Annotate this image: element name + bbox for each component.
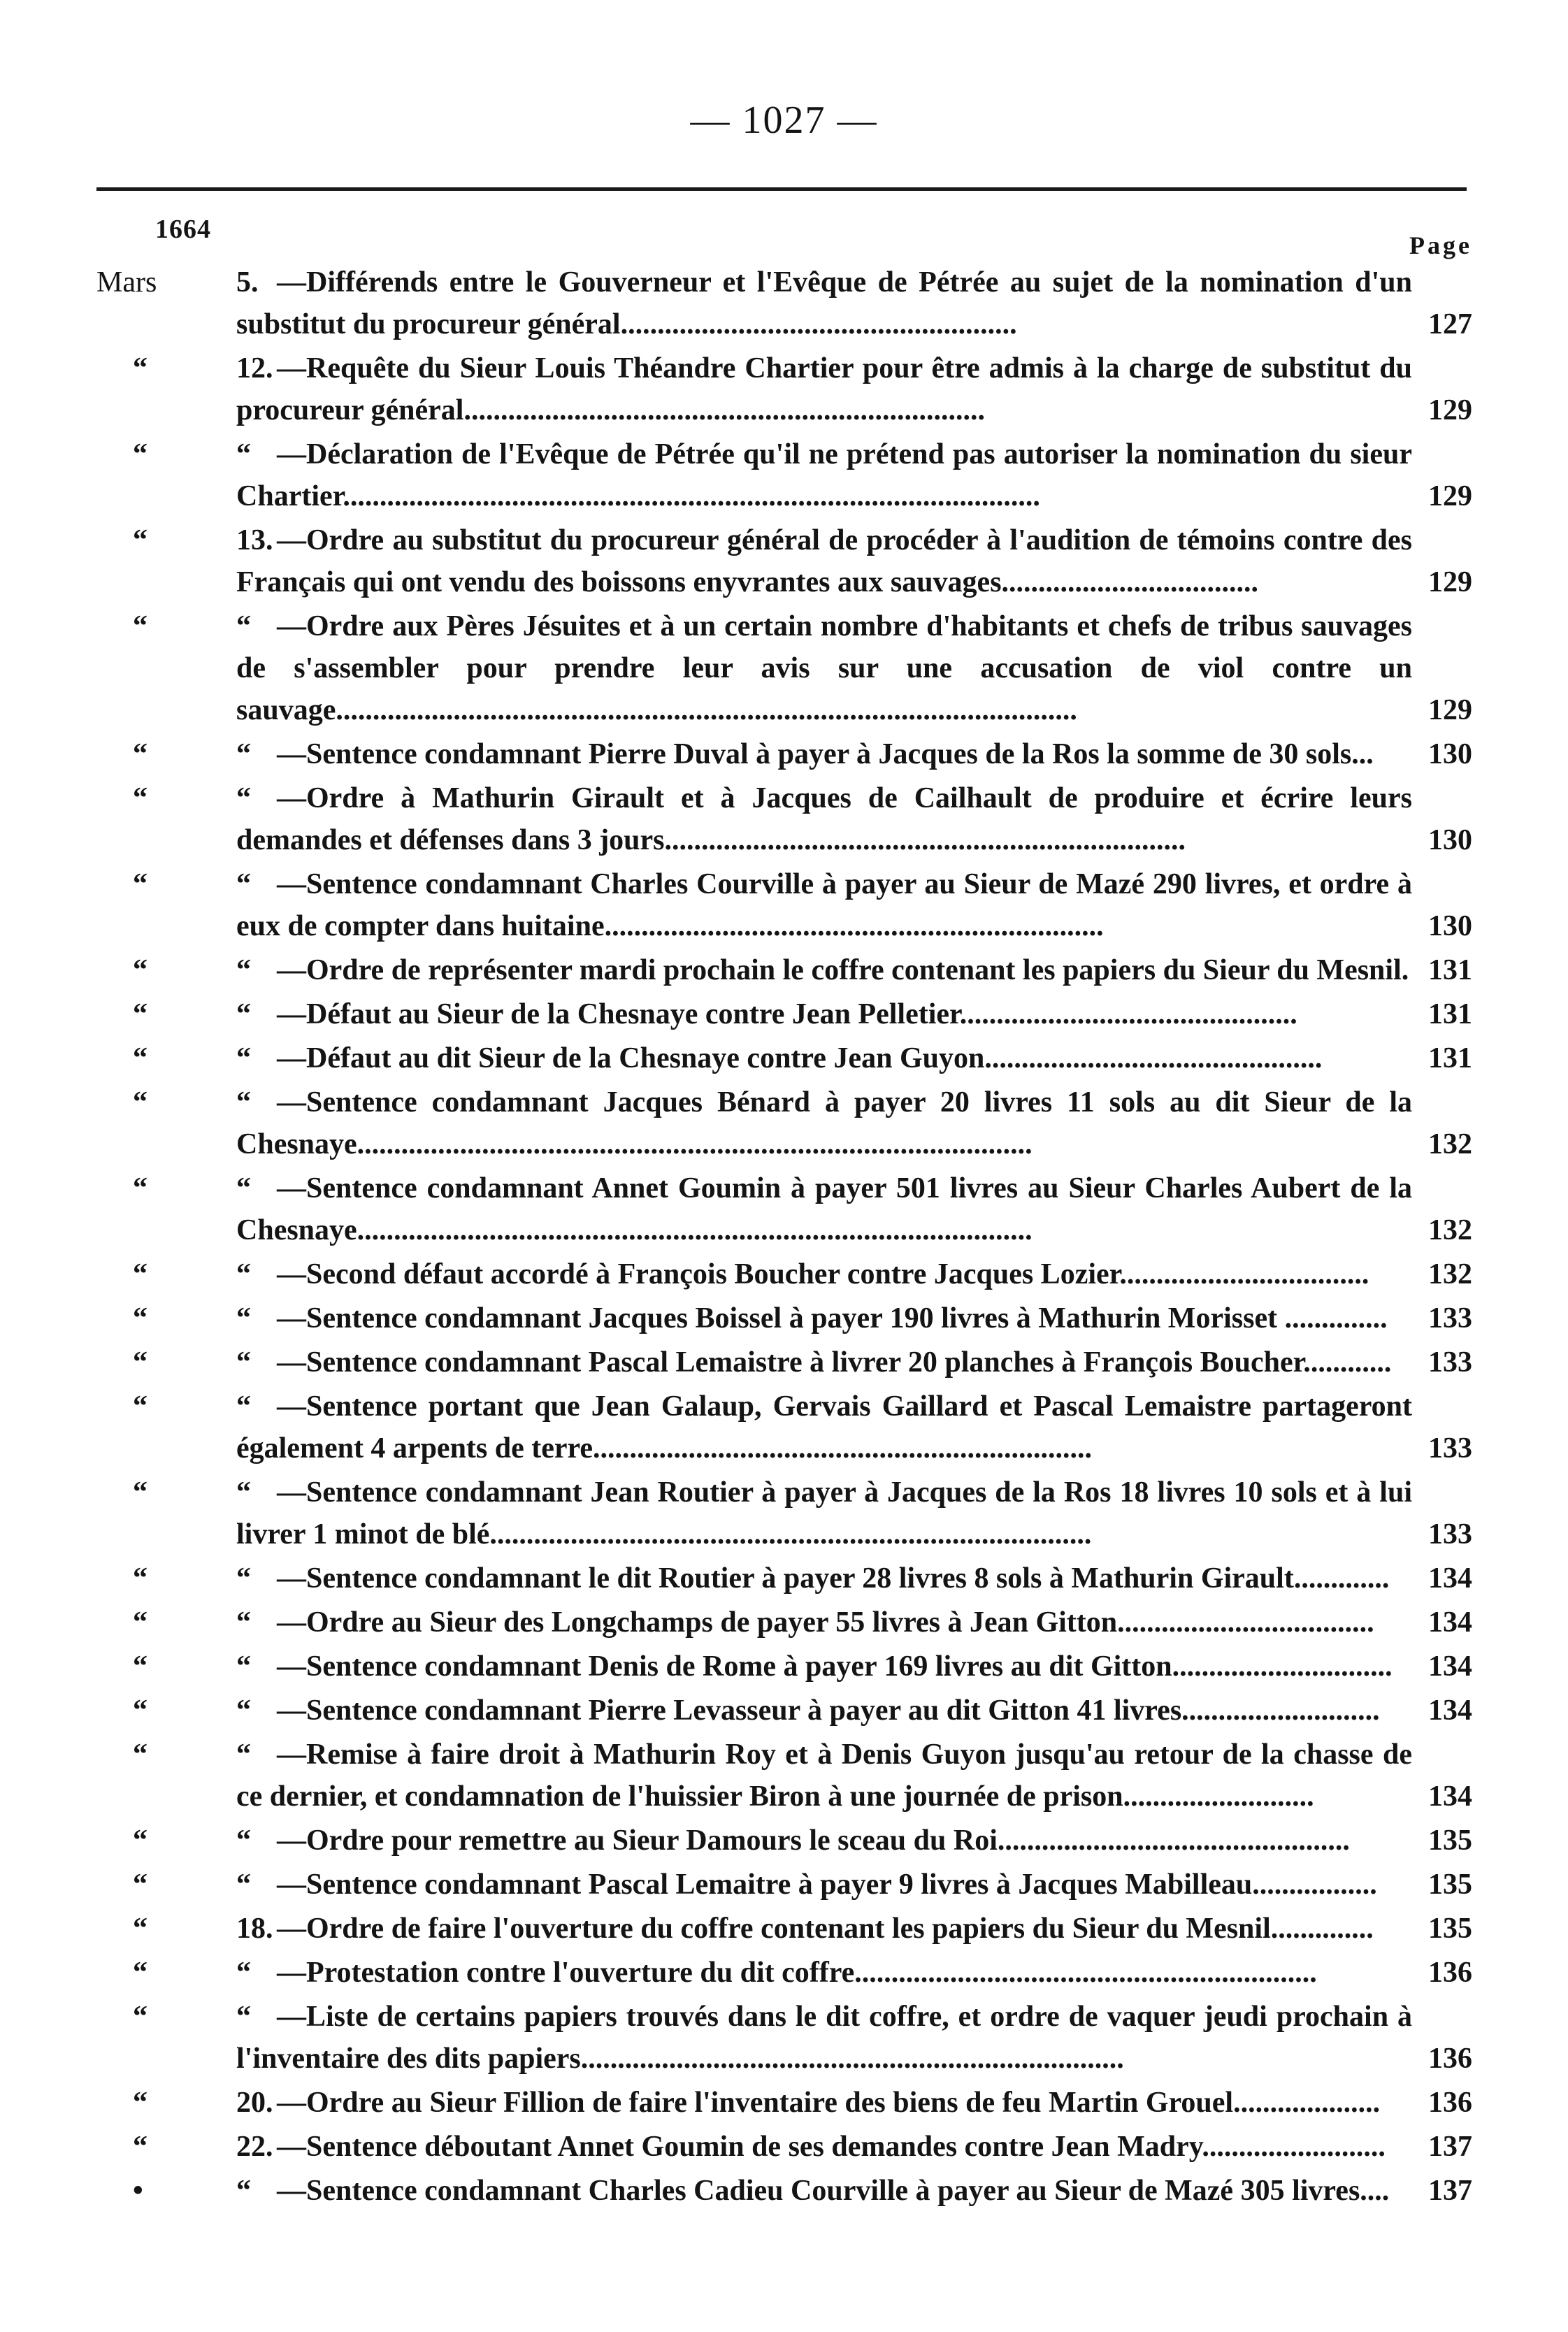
page-reference: 131 <box>1428 998 1472 1030</box>
page-reference: 130 <box>1428 824 1472 856</box>
entry-text <box>236 1820 1412 1862</box>
toc-entry <box>0 261 1568 345</box>
entry-text <box>236 777 1412 861</box>
entry-text <box>236 347 1412 431</box>
ditto-mark: “ <box>133 1172 148 1204</box>
ditto-mark: “ <box>133 1739 148 1771</box>
entry-day: 20. <box>236 2087 273 2119</box>
page-column-heading: Page <box>1409 231 1472 259</box>
entry-description: —Ordre aux Pères Jésuites et à un certain nombre d'habitants et chefs de tribus sauvages de s'assembler pour prendre leur avis sur une accusation de viol contre un sauvage..................................................................................................... <box>236 610 1412 726</box>
month-label: Mars <box>96 266 157 298</box>
entry-description: —Sentence condamnant Annet Goumin à payer 501 livres au Sieur Charles Aubert de la Chesnaye............................................................................................ <box>236 1172 1412 1246</box>
entry-day: “ <box>236 1042 251 1074</box>
toc-entry <box>0 1167 1568 1251</box>
entry-description: —Requête du Sieur Louis Théandre Chartier pour être admis à la charge de substitut du procureur général....................................................................... <box>236 352 1412 426</box>
entry-day: “ <box>236 954 251 986</box>
ditto-mark: “ <box>133 1869 148 1901</box>
ditto-mark: “ <box>133 2131 148 2163</box>
entry-day: 5. <box>236 266 259 298</box>
entry-description: —Sentence condamnant Pierre Duval à payer à Jacques de la Ros la somme de 30 sols... <box>277 738 1374 770</box>
page-reference: 136 <box>1428 2087 1472 2119</box>
entry-description: —Défaut au dit Sieur de la Chesnaye contre Jean Guyon.............................................. <box>277 1042 1323 1074</box>
page-reference: 134 <box>1428 1780 1472 1813</box>
entry-text <box>236 1646 1412 1687</box>
page-reference: 132 <box>1428 1128 1472 1160</box>
toc-entry <box>0 733 1568 775</box>
toc-entry <box>0 1996 1568 2080</box>
ditto-mark: “ <box>133 1913 148 1945</box>
entries-list <box>0 261 1568 2212</box>
entry-day: “ <box>236 1739 251 1771</box>
entry-text <box>236 1734 1412 1818</box>
entry-description: —Ordre de faire l'ouverture du coffre contenant les papiers du Sieur du Mesnil.............. <box>277 1913 1374 1945</box>
entry-text <box>236 1864 1412 1906</box>
toc-entry <box>0 1385 1568 1469</box>
toc-entry <box>0 1646 1568 1687</box>
entry-description: —Ordre à Mathurin Girault et à Jacques de Cailhault de produire et écrire leurs demandes et défenses dans 3 jours....................................................................... <box>236 782 1412 856</box>
page-reference: 133 <box>1428 1302 1472 1334</box>
entry-description: —Ordre de représenter mardi prochain le coffre contenant les papiers du Sieur du Mesnil. <box>277 954 1409 986</box>
entry-day: “ <box>236 1172 251 1204</box>
ditto-mark: “ <box>133 1694 148 1727</box>
entry-description: —Sentence condamnant Pascal Lemaistre à livrer 20 planches à François Boucher............ <box>277 1346 1392 1379</box>
entry-description: —Sentence condamnant Denis de Rome à payer 169 livres au dit Gitton.............................. <box>277 1650 1393 1683</box>
toc-entry <box>0 2126 1568 2168</box>
entry-day: “ <box>236 438 251 470</box>
ditto-mark: “ <box>133 1258 148 1290</box>
entry-text <box>236 1341 1412 1383</box>
entry-text <box>236 433 1412 517</box>
entry-description: —Sentence portant que Jean Galaup, Gervais Gaillard et Pascal Lemaistre partageront également 4 arpents de terre.................................................................... <box>236 1390 1412 1464</box>
entry-text <box>236 1690 1412 1732</box>
entry-description: —Ordre au substitut du procureur général de procéder à l'audition de témoins contre des Français qui ont vendu des boissons enyvrantes aux sauvages................................... <box>236 524 1412 598</box>
page-reference: 130 <box>1428 910 1472 942</box>
entry-text <box>236 1471 1412 1555</box>
page-reference: 135 <box>1428 1824 1472 1857</box>
ditto-mark: “ <box>133 1086 148 1118</box>
entry-text <box>236 1081 1412 1165</box>
page-reference: 135 <box>1428 1913 1472 1945</box>
entry-description: —Remise à faire droit à Mathurin Roy et à Denis Guyon jusqu'au retour de la chasse de ce dernier, et condamnation de l'huissier Biron à une journée de prison.......................... <box>236 1739 1412 1813</box>
ditto-mark: “ <box>133 1650 148 1683</box>
entry-day: 13. <box>236 524 273 556</box>
toc-entry <box>0 605 1568 731</box>
toc-entry <box>0 1253 1568 1295</box>
page-reference: 129 <box>1428 394 1472 426</box>
page-reference: 136 <box>1428 1957 1472 1989</box>
entry-text <box>236 605 1412 731</box>
toc-entry <box>0 2170 1568 2212</box>
entry-text <box>236 993 1412 1035</box>
entry-day: “ <box>236 1390 251 1423</box>
entry-description: —Ordre au Sieur des Longchamps de payer 55 livres à Jean Gitton................................... <box>277 1606 1374 1639</box>
entry-text <box>236 863 1412 947</box>
entry-text <box>236 2082 1412 2124</box>
entry-day: “ <box>236 998 251 1030</box>
entry-text <box>236 1952 1412 1994</box>
ditto-mark: “ <box>133 2001 148 2033</box>
entry-description: —Sentence condamnant le dit Routier à payer 28 livres 8 sols à Mathurin Girault............. <box>277 1562 1390 1595</box>
ditto-mark: “ <box>133 738 148 770</box>
page-reference: 132 <box>1428 1258 1472 1290</box>
ditto-mark: “ <box>133 954 148 986</box>
entry-day: “ <box>236 1086 251 1118</box>
page-reference: 129 <box>1428 566 1472 598</box>
entry-day: “ <box>236 1302 251 1334</box>
entry-text <box>236 1908 1412 1950</box>
entry-day: “ <box>236 1694 251 1727</box>
entry-day: “ <box>236 738 251 770</box>
page-reference: 133 <box>1428 1518 1472 1550</box>
entry-description: —Sentence condamnant Pascal Lemaitre à payer 9 livres à Jacques Mabilleau................. <box>277 1869 1377 1901</box>
toc-entry <box>0 777 1568 861</box>
ditto-mark: “ <box>133 1346 148 1379</box>
entry-day: “ <box>236 1606 251 1639</box>
ditto-mark: “ <box>133 782 148 814</box>
entry-description: —Ordre au Sieur Fillion de faire l'inventaire des biens de feu Martin Grouel.................... <box>277 2087 1381 2119</box>
entry-day: “ <box>236 2175 251 2207</box>
entry-text <box>236 1167 1412 1251</box>
page-reference: 137 <box>1428 2131 1472 2163</box>
page-reference: 134 <box>1428 1562 1472 1595</box>
entry-day: “ <box>236 1346 251 1379</box>
entry-description: —Liste de certains papiers trouvés dans le dit coffre, et ordre de vaquer jeudi prochain à l'inventaire des dits papiers.......................................................................... <box>236 2001 1412 2075</box>
page-reference: 129 <box>1428 694 1472 726</box>
entry-text <box>236 949 1412 991</box>
entry-day: “ <box>236 1476 251 1509</box>
toc-entry <box>0 949 1568 991</box>
entry-day: “ <box>236 2001 251 2033</box>
toc-entry <box>0 347 1568 431</box>
toc-entry <box>0 1297 1568 1339</box>
toc-entry <box>0 1341 1568 1383</box>
entry-text <box>236 733 1412 775</box>
page-reference: 136 <box>1428 2043 1472 2075</box>
entry-day: “ <box>236 782 251 814</box>
page-reference: 133 <box>1428 1346 1472 1379</box>
entry-description: —Sentence déboutant Annet Goumin de ses demandes contre Jean Madry......................... <box>277 2131 1386 2163</box>
page-reference: 129 <box>1428 480 1472 512</box>
entry-day: 12. <box>236 352 273 384</box>
entry-description: —Sentence condamnant Jean Routier à payer à Jacques de la Ros 18 livres 10 sols et à lui livrer 1 minot de blé.................................................................................. <box>236 1476 1412 1550</box>
page-reference: 132 <box>1428 1214 1472 1246</box>
entry-description: —Déclaration de l'Evêque de Pétrée qu'il ne prétend pas autoriser la nomination du sieur Chartier............................................................................................... <box>236 438 1412 512</box>
entry-text <box>236 1996 1412 2080</box>
toc-entry <box>0 1690 1568 1732</box>
page-reference: 131 <box>1428 954 1472 986</box>
page-reference: 127 <box>1428 308 1472 340</box>
entry-text <box>236 1253 1412 1295</box>
entry-description: —Sentence condamnant Pierre Levasseur à payer au dit Gitton 41 livres........................... <box>277 1694 1380 1727</box>
toc-entry <box>0 1602 1568 1643</box>
entry-day: “ <box>236 610 251 642</box>
toc-entry <box>0 1864 1568 1906</box>
page-reference: 133 <box>1428 1432 1472 1464</box>
entry-text <box>236 2126 1412 2168</box>
entry-description: —Différends entre le Gouverneur et l'Evêque de Pétrée au sujet de la nomination d'un substitut du procureur général...................................................... <box>236 266 1412 340</box>
page-reference: 134 <box>1428 1606 1472 1639</box>
entry-description: —Ordre pour remettre au Sieur Damours le sceau du Roi................................................ <box>277 1824 1350 1857</box>
page-reference: 130 <box>1428 738 1472 770</box>
ditto-mark: “ <box>133 1476 148 1509</box>
entry-text <box>236 261 1412 345</box>
toc-entry <box>0 863 1568 947</box>
page-reference: 134 <box>1428 1694 1472 1727</box>
toc-entry <box>0 519 1568 603</box>
toc-entry <box>0 1037 1568 1079</box>
entry-text <box>236 1557 1412 1599</box>
toc-entry <box>0 1820 1568 1862</box>
toc-entry <box>0 2082 1568 2124</box>
ditto-mark: “ <box>133 438 148 470</box>
ditto-mark: “ <box>133 1957 148 1989</box>
year-heading: 1664 <box>155 215 211 244</box>
entry-day: “ <box>236 1562 251 1595</box>
entry-day: 22. <box>236 2131 273 2163</box>
entry-day: “ <box>236 1650 251 1683</box>
header-rule <box>96 187 1467 191</box>
entry-text <box>236 1037 1412 1079</box>
page-reference: 135 <box>1428 1869 1472 1901</box>
entry-description: —Sentence condamnant Charles Courville à payer au Sieur de Mazé 290 livres, et ordre à eux de compter dans huitaine.................................................................... <box>236 868 1412 942</box>
toc-entry <box>0 1952 1568 1994</box>
entry-description: —Protestation contre l'ouverture du dit coffre............................................................... <box>277 1957 1317 1989</box>
entry-day: 18. <box>236 1913 273 1945</box>
toc-entry <box>0 1081 1568 1165</box>
entry-day: “ <box>236 868 251 900</box>
ditto-mark: • <box>133 2175 143 2207</box>
ditto-mark: “ <box>133 352 148 384</box>
ditto-mark: “ <box>133 2087 148 2119</box>
ditto-mark: “ <box>133 998 148 1030</box>
ditto-mark: “ <box>133 524 148 556</box>
entry-day: “ <box>236 1869 251 1901</box>
toc-entry <box>0 433 1568 517</box>
toc-entry <box>0 1908 1568 1950</box>
entry-description: —Second défaut accordé à François Boucher contre Jacques Lozier.................................. <box>277 1258 1369 1290</box>
page-reference: 131 <box>1428 1042 1472 1074</box>
toc-entry <box>0 1471 1568 1555</box>
entry-text <box>236 2170 1412 2212</box>
page-reference: 137 <box>1428 2175 1472 2207</box>
entry-text <box>236 519 1412 603</box>
entry-description: —Sentence condamnant Jacques Boissel à payer 190 livres à Mathurin Morisset .............. <box>277 1302 1388 1334</box>
ditto-mark: “ <box>133 1302 148 1334</box>
entry-day: “ <box>236 1824 251 1857</box>
toc-entry <box>0 1734 1568 1818</box>
entry-text <box>236 1297 1412 1339</box>
ditto-mark: “ <box>133 1390 148 1423</box>
entry-text <box>236 1602 1412 1643</box>
toc-entry <box>0 993 1568 1035</box>
entry-description: —Sentence condamnant Jacques Bénard à payer 20 livres 11 sols au dit Sieur de la Chesnaye............................................................................................ <box>236 1086 1412 1160</box>
page-number: — 1027 — <box>690 99 878 142</box>
entry-text <box>236 1385 1412 1469</box>
entry-description: —Sentence condamnant Charles Cadieu Courville à payer au Sieur de Mazé 305 livres.... <box>277 2175 1390 2207</box>
ditto-mark: “ <box>133 1824 148 1857</box>
page-reference: 134 <box>1428 1650 1472 1683</box>
ditto-mark: “ <box>133 868 148 900</box>
ditto-mark: “ <box>133 610 148 642</box>
entry-description: —Défaut au Sieur de la Chesnaye contre Jean Pelletier.............................................. <box>277 998 1297 1030</box>
ditto-mark: “ <box>133 1042 148 1074</box>
ditto-mark: “ <box>133 1562 148 1595</box>
ditto-mark: “ <box>133 1606 148 1639</box>
entry-day: “ <box>236 1258 251 1290</box>
entry-day: “ <box>236 1957 251 1989</box>
toc-entry <box>0 1557 1568 1599</box>
